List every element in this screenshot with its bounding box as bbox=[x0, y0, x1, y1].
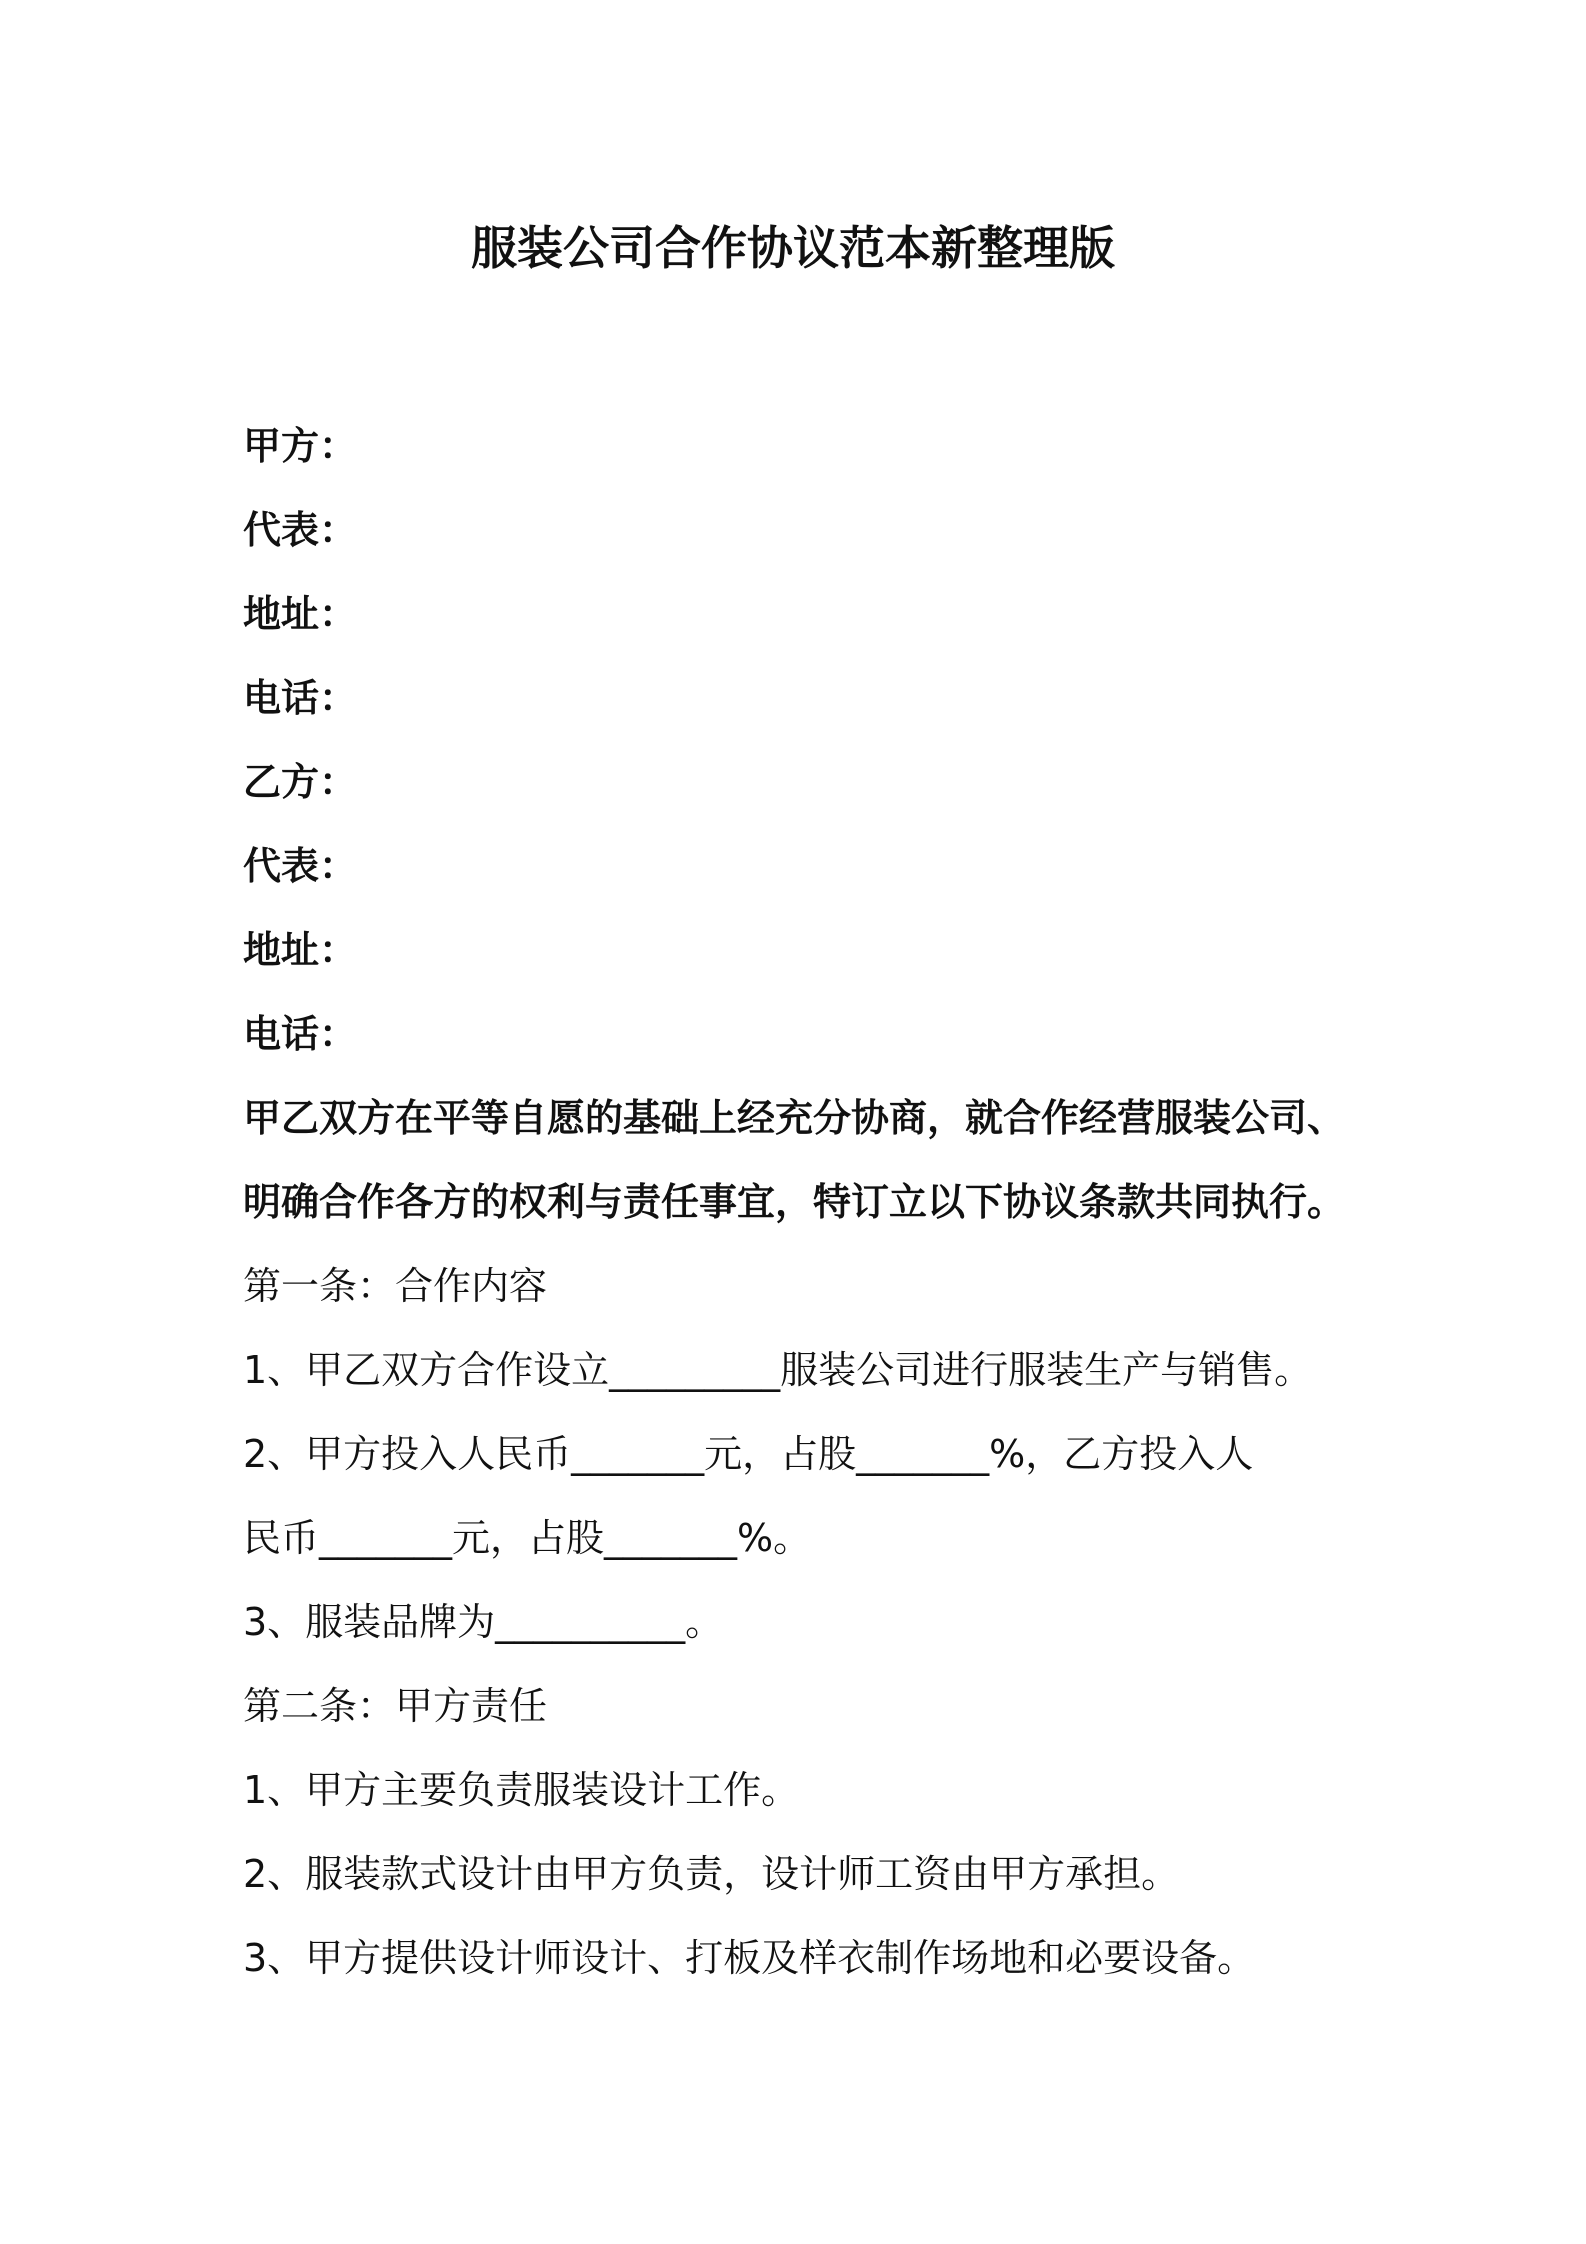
document-title: 服装公司合作协议范本新整理版 bbox=[471, 221, 1115, 275]
article-2-clause-3: 3、甲方提供设计师设计、打板及样衣制作场地和必要设备。 bbox=[243, 1936, 1256, 1980]
preamble-line-2: 明确合作各方的权利与责任事宜，特订立以下协议条款共同执行。 bbox=[243, 1180, 1346, 1224]
article-2-heading: 第二条：甲方责任 bbox=[243, 1684, 548, 1728]
preamble-line-1: 甲乙双方在平等自愿的基础上经充分协商，就合作经营服装公司、 bbox=[243, 1096, 1346, 1140]
article-1-clause-2-line-2: 民币_______元，占股_______%。 bbox=[243, 1516, 812, 1560]
party-a-address-label: 地址： bbox=[243, 592, 358, 636]
party-a-phone-label: 电话： bbox=[243, 676, 358, 720]
article-1-clause-2-line-1: 2、甲方投入人民币_______元，占股_______%，乙方投入人 bbox=[243, 1432, 1254, 1476]
article-1-clause-3: 3、服装品牌为__________。 bbox=[243, 1600, 724, 1644]
article-2-clause-1: 1、甲方主要负责服装设计工作。 bbox=[243, 1768, 800, 1812]
party-b-representative-label: 代表： bbox=[243, 844, 358, 888]
article-1-clause-1: 1、甲乙双方合作设立_________服装公司进行服装生产与销售。 bbox=[243, 1348, 1313, 1392]
party-a-label: 甲方： bbox=[243, 424, 358, 468]
article-2-clause-2: 2、服装款式设计由甲方负责，设计师工资由甲方承担。 bbox=[243, 1852, 1180, 1896]
article-1-heading: 第一条：合作内容 bbox=[243, 1264, 548, 1308]
party-a-representative-label: 代表： bbox=[243, 508, 358, 552]
party-b-address-label: 地址： bbox=[243, 928, 358, 972]
party-b-label: 乙方： bbox=[243, 760, 358, 804]
document-body bbox=[243, 404, 1403, 2000]
party-b-phone-label: 电话： bbox=[243, 1012, 358, 1056]
